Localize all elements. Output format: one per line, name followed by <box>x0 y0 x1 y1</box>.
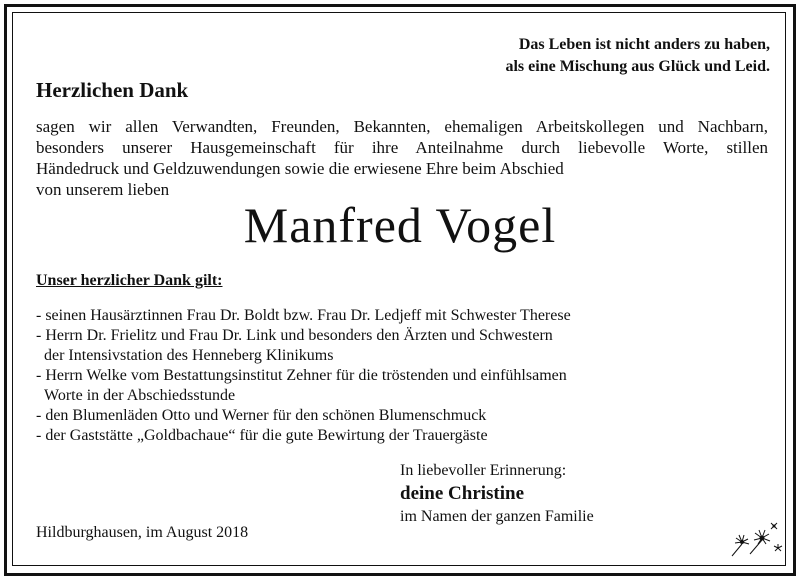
signoff <box>400 460 594 528</box>
intro-line-1: sagen wir allen Verwandten, Freunden, Bekannten, ehemaligen Arbeitskollegen und Nachbarn, <box>36 117 768 136</box>
family-line: im Namen der ganzen Familie <box>400 508 594 525</box>
motto-line-1: Das Leben ist nicht anders zu haben, <box>518 36 770 53</box>
thanks-item: - Herrn Welke vom Bestattungsinstitut Zehner für die tröstenden und einfühlsamen <box>36 367 567 384</box>
intro-line-3: Händedruck und Geldzuwendungen sowie die erwiesene Ehre beim Abschied <box>36 159 564 178</box>
signer-name: deine Christine <box>400 483 525 504</box>
memory-line: In liebevoller Erinnerung: <box>400 462 567 479</box>
thanks-item: - der Gaststätte „Goldbachaue“ für die gute Bewirtung der Trauergäste <box>36 427 488 444</box>
dandelion-icon <box>728 518 784 558</box>
intro-line-4: von unserem lieben <box>36 180 170 199</box>
heading: Herzlichen Dank <box>36 78 189 102</box>
motto <box>505 34 770 78</box>
thanks-list <box>36 306 736 446</box>
thanks-item: - seinen Hausärztinnen Frau Dr. Boldt bzw. Frau Dr. Ledjeff mit Schwester Therese <box>36 307 571 324</box>
thanks-heading: Unser herzlicher Dank gilt: <box>36 272 223 289</box>
thanks-item: Worte in der Abschiedsstunde <box>44 387 236 404</box>
thanks-item: der Intensivstation des Henneberg Klinikums <box>44 347 334 364</box>
place-date: Hildburghausen, im August 2018 <box>36 524 249 541</box>
motto-line-2: als eine Mischung aus Glück und Leid. <box>505 58 770 75</box>
thanks-item: - Herrn Dr. Frielitz und Frau Dr. Link und besonders den Ärzten und Schwestern <box>36 327 553 344</box>
deceased-name: Manfred Vogel <box>243 197 557 253</box>
thanks-item: - den Blumenläden Otto und Werner für den schönen Blumenschmuck <box>36 407 487 424</box>
intro-text <box>36 116 768 200</box>
intro-line-2: besonders unserer Hausgemeinschaft für ihre Anteilnahme durch liebevolle Worte, stillen <box>36 138 768 157</box>
